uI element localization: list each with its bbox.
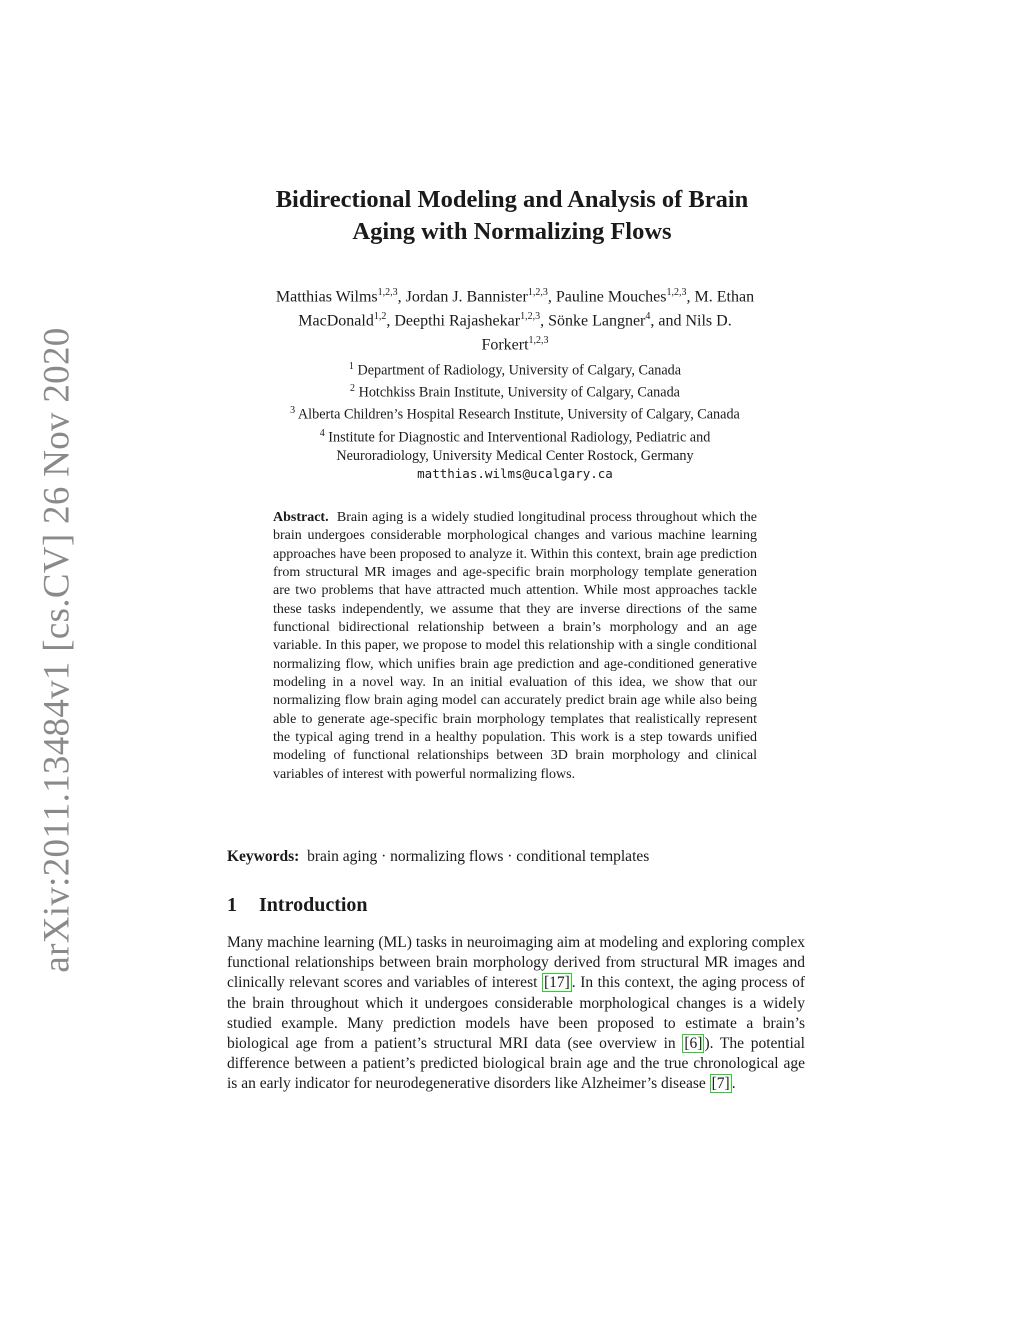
author-name: Matthias Wilms xyxy=(275,288,378,306)
citation-link[interactable]: [17] xyxy=(543,974,570,992)
author-list xyxy=(205,283,825,354)
intro-text: . xyxy=(731,1075,736,1093)
affiliation-number: 2 xyxy=(350,383,356,395)
author-line-3 xyxy=(205,331,825,355)
keywords-label: Keywords: xyxy=(227,848,300,865)
affiliation-3 xyxy=(205,402,825,424)
affiliations xyxy=(205,358,825,484)
abstract xyxy=(273,509,757,784)
author-affil-sup: 1,2,3 xyxy=(528,334,549,346)
intro-text: Many machine learning (ML) tasks in neuroimaging aim at modeling and exploring complex functional relationships between brain morphology derived from structural MR images and clinically relevant scores and variables of interest xyxy=(227,934,805,992)
corresponding-email[interactable]: matthias.wilms@ucalgary.ca xyxy=(417,466,613,482)
intro-text: ). The potential difference between a patient’s predicted biological brain age and the true chronological age is an early indicator for neurodegenerative disorders like Alzheimer’s disease xyxy=(227,1035,805,1093)
author-name: , M. Ethan xyxy=(686,288,755,306)
keywords xyxy=(227,848,807,866)
affiliation-text: Hotchkiss Brain Institute, University of Calgary, Canada xyxy=(358,384,680,401)
citation-link[interactable]: [7] xyxy=(711,1075,730,1093)
affiliation-4 xyxy=(205,425,825,447)
author-name: , Pauline Mouches xyxy=(547,288,667,306)
affiliation-number: 1 xyxy=(348,361,354,372)
affiliation-text: Institute for Diagnostic and Interventional Radiology, Pediatric and xyxy=(328,429,711,446)
affiliation-number: 4 xyxy=(319,427,325,439)
author-name: , Sönke Langner xyxy=(540,312,646,330)
citation-link[interactable]: [6] xyxy=(684,1035,703,1053)
section-number: 1 xyxy=(227,894,237,916)
title-line-1: Bidirectional Modeling and Analysis of Brain xyxy=(275,186,749,213)
author-affil-sup: 1,2,3 xyxy=(666,287,687,298)
abstract-text: Brain aging is a widely studied longitudinal process throughout which the brain undergoes considerable morphological changes and various machine learning approaches have been proposed to analyze it. Within this context, brain age prediction from structural MR images and age-specific brain morphology template generation are two problems that have attracted much attention. While most approaches tackle these tasks independently, we assume that they are inverse directions of the same functional bidirectional relationship between a brain’s morphology and an age variable. In this paper, we propose to model this relationship with a single conditional normalizing flow, which unifies brain age prediction and age-conditioned generative modeling in a novel way. In an initial evaluation of this idea, we show that our normalizing flow brain aging model can accurately predict brain age while also being able to generate age-specific brain morphology templates that realistically represent the typical aging trend in a healthy population. This work is a step towards unified modeling of functional relationships between 3D brain morphology and clinical variables of interest with powerful normalizing flows. xyxy=(273,510,757,782)
author-affil-sup: 1,2,3 xyxy=(520,310,541,322)
author-name: , and Nils D. xyxy=(650,312,732,330)
affiliation-number: 3 xyxy=(290,405,296,417)
section-heading-introduction xyxy=(227,894,368,917)
author-name: MacDonald xyxy=(298,312,374,330)
paper-title xyxy=(0,184,1024,248)
affiliation-text: Alberta Children’s Hospital Research Institute, University of Calgary, Canada xyxy=(297,407,740,424)
affiliation-text: Department of Radiology, University of Calgary, Canada xyxy=(357,362,682,379)
author-affil-sup: 1,2,3 xyxy=(527,287,548,298)
affiliation-1 xyxy=(205,358,825,380)
author-affil-sup: 1,2 xyxy=(373,310,387,322)
introduction-paragraph xyxy=(227,933,805,1095)
author-affil-sup: 1,2,3 xyxy=(377,287,398,298)
affiliation-4-continued: Neuroradiology, University Medical Center Rostock, Germany xyxy=(336,447,694,464)
affiliation-2 xyxy=(205,380,825,402)
author-name: , Deepthi Rajashekar xyxy=(386,312,521,330)
author-line-2 xyxy=(205,307,825,331)
section-title: Introduction xyxy=(259,894,368,916)
intro-text: . In this context, the aging process of the brain throughout which it undergoes considerable morphological changes is a widely studied example. Many prediction models have been proposed to estimate a brain’s biological age from a patient’s structural MRI data (see overview in xyxy=(227,974,805,1053)
abstract-label: Abstract. xyxy=(273,510,329,525)
title-line-2: Aging with Normalizing Flows xyxy=(352,218,672,245)
author-line-1 xyxy=(205,283,825,307)
author-name: , Jordan J. Bannister xyxy=(397,288,528,306)
arxiv-identifier-stamp: arXiv:2011.13484v1 [cs.CV] 26 Nov 2020 xyxy=(36,327,78,973)
keywords-text: brain aging · normalizing flows · conditional templates xyxy=(307,848,650,865)
author-name: Forkert xyxy=(481,335,529,353)
author-affil-sup: 4 xyxy=(645,310,651,322)
